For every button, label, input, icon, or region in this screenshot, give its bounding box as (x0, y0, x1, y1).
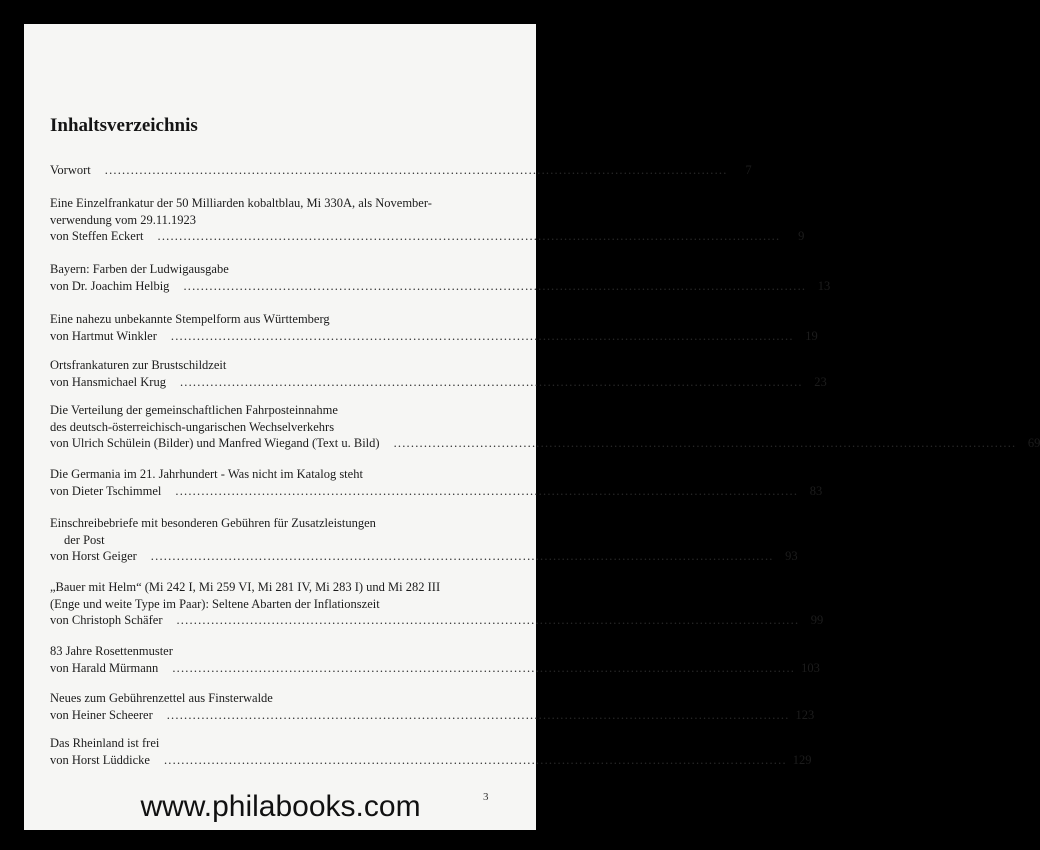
toc-entry-bauer-mit-helm (50, 579, 824, 629)
toc-list (50, 24, 1040, 830)
toc-page-number: 69 (1027, 436, 1040, 450)
book-page (24, 24, 1040, 830)
toc-page-number: 103 (801, 660, 820, 675)
toc-leader-dots: ................................................................................................................................................ (179, 374, 803, 389)
toc-entry-author-line: von Harald Mürmann (50, 660, 159, 675)
toc-entry-title-line: verwendung vom 29.11.1923 (50, 212, 197, 227)
toc-entry-title-line: „Bauer mit Helm“ (Mi 242 I, Mi 259 VI, Mi 281 IV, Mi 283 I) und Mi 282 III (50, 580, 441, 594)
toc-page-number: 13 (817, 278, 831, 293)
toc-leader-dots: ................................................................................................................................................ (163, 752, 787, 767)
toc-entry-author-line: Vorwort (50, 163, 91, 177)
toc-entry-title-line: der Post (64, 532, 105, 547)
toc-entry-title-line: (Enge und weite Type im Paar): Seltene Abarten der Inflationszeit (50, 596, 380, 611)
toc-entry-title-line: Die Verteilung der gemeinschaftlichen Fahrposteinnahme (50, 403, 338, 417)
toc-entry-einschreibebriefe (50, 515, 798, 565)
watermark-url: www.philabooks.com (140, 790, 421, 823)
toc-entry-author-line: von Hartmut Winkler (50, 328, 157, 343)
toc-leader-dots: ................................................................................................................................................ (176, 613, 800, 627)
toc-entry-title-line: Neues zum Gebührenzettel aus Finsterwalde (50, 691, 273, 705)
toc-entry-title-line: Eine nahezu unbekannte Stempelform aus Württemberg (50, 312, 330, 326)
toc-entry-author-line: von Horst Geiger (50, 549, 137, 563)
toc-entry-title-line: Das Rheinland ist frei (50, 736, 160, 750)
toc-entry-author-line: von Dr. Joachim Helbig (50, 278, 170, 293)
toc-entry-finsterwalde (50, 690, 815, 723)
toc-entry-title-line: Ortsfrankaturen zur Brustschildzeit (50, 358, 227, 372)
toc-entry-vorwort (50, 162, 752, 179)
toc-entry-rheinland (50, 735, 812, 768)
toc-leader-dots: ................................................................................................................................................ (104, 163, 728, 177)
toc-entry-rosettenmuster (50, 643, 820, 676)
page-title: Inhaltsverzeichnis (50, 115, 198, 136)
toc-entry-ortsfrankaturen (50, 357, 827, 390)
toc-entry-title-line: 83 Jahre Rosettenmuster (50, 644, 173, 658)
toc-entry-author-line: von Horst Lüddicke (50, 752, 150, 767)
toc-entry-bayern (50, 261, 831, 294)
toc-entry-stempelform (50, 311, 818, 344)
toc-entry-author-line: von Hansmichael Krug (50, 374, 166, 389)
toc-page-number: 129 (792, 752, 812, 767)
toc-entry-title-line: Die Germania im 21. Jahrhundert - Was nicht im Katalog steht (50, 467, 363, 481)
toc-page-number: 9 (798, 229, 805, 243)
toc-entry-author-line: von Dieter Tschimmel (50, 483, 162, 498)
toc-leader-dots: ................................................................................................................................................ (172, 660, 796, 675)
toc-page-number: 93 (785, 549, 798, 563)
toc-entry-fahrposteinnahme (50, 402, 1040, 452)
toc-leader-dots: ................................................................................................................................................ (170, 328, 794, 343)
page-number: 3 (483, 791, 489, 803)
toc-entry-author-line: von Heiner Scheerer (50, 707, 153, 722)
toc-page-number: 23 (814, 374, 827, 389)
toc-leader-dots: ................................................................................................................................................ (183, 278, 807, 293)
toc-entry-title-line: Eine Einzelfrankatur der 50 Milliarden kobaltblau, Mi 330A, als November- (50, 196, 432, 210)
toc-entry-germania (50, 466, 823, 499)
toc-page-number: 83 (809, 483, 823, 498)
toc-entry-title-line: des deutsch-österreichisch-ungarischen Wechselverkehrs (50, 419, 335, 434)
toc-entry-title-line: Bayern: Farben der Ludwigausgabe (50, 262, 229, 276)
toc-entry-author-line: von Steffen Eckert (50, 229, 144, 243)
toc-page-number: 99 (810, 613, 824, 627)
toc-leader-dots: ................................................................................................................................................ (150, 549, 774, 563)
toc-leader-dots: ................................................................................................................................................ (393, 436, 1017, 450)
toc-entry-title-line: Einschreibebriefe mit besonderen Gebühren für Zusatzleistungen (50, 516, 376, 530)
toc-page-number: 19 (805, 328, 818, 343)
toc-entry-author-line: von Christoph Schäfer (50, 613, 163, 627)
toc-entry-einzelfrankatur (50, 195, 805, 245)
toc-leader-dots: ................................................................................................................................................ (157, 229, 781, 243)
toc-leader-dots: ................................................................................................................................................ (175, 483, 799, 498)
toc-page-number: 7 (745, 163, 752, 177)
toc-entry-author-line: von Ulrich Schülein (Bilder) und Manfred Wiegand (Text u. Bild) (50, 436, 380, 450)
toc-leader-dots: ................................................................................................................................................ (166, 707, 790, 722)
toc-page-number: 123 (795, 707, 815, 722)
